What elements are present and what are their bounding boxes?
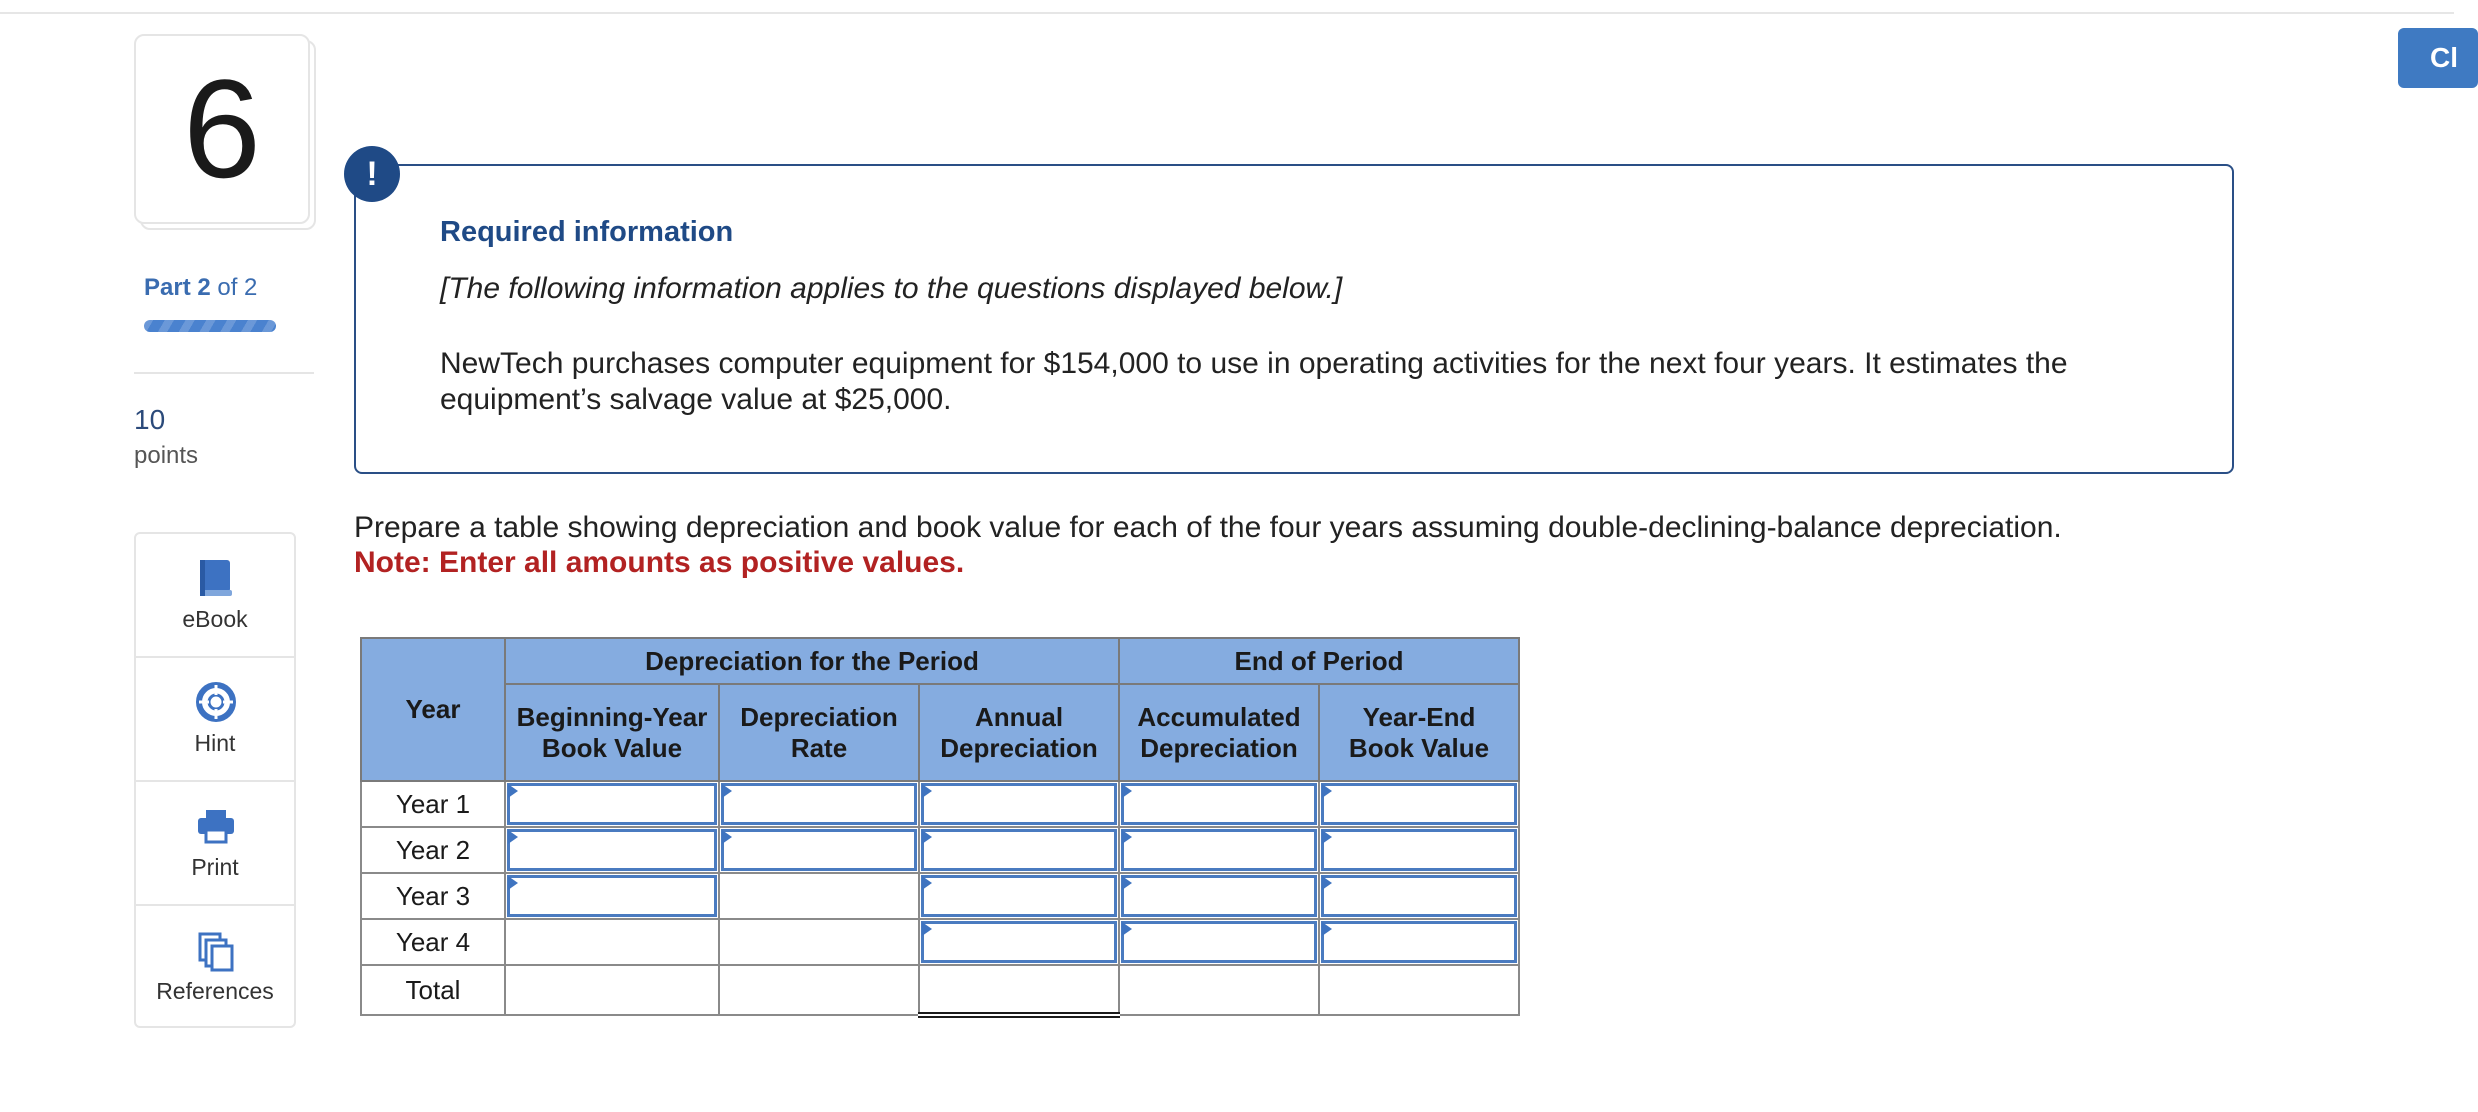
documents-icon	[196, 930, 236, 972]
amount-input[interactable]	[1121, 921, 1317, 963]
table-cell[interactable]	[919, 827, 1119, 873]
table-cell	[719, 873, 919, 919]
table-cell[interactable]	[1119, 919, 1319, 965]
part-total: of 2	[210, 274, 258, 301]
amount-input[interactable]	[1321, 829, 1517, 871]
amount-input[interactable]	[1321, 921, 1517, 963]
question-prompt: Prepare a table showing depreciation and book value for each of the four years assuming double-declining-balance depreciation.	[354, 511, 2062, 544]
table-row	[361, 919, 1519, 965]
table-cell[interactable]	[1319, 781, 1519, 827]
points-value: 10	[134, 404, 166, 435]
column-header-line: Annual	[974, 701, 1064, 732]
table-cell	[505, 919, 719, 965]
column-header	[1119, 684, 1319, 781]
table-row	[361, 873, 1519, 919]
table-cell[interactable]	[1119, 827, 1319, 873]
book-icon	[196, 558, 236, 600]
row-label: Year 4	[361, 919, 505, 965]
depreciation-table	[360, 637, 1520, 1018]
depreciation-period-header: Depreciation for the Period	[505, 638, 1119, 684]
row-label: Year 3	[361, 873, 505, 919]
required-info-box	[354, 164, 2234, 474]
amount-input[interactable]	[507, 875, 717, 917]
table-cell	[1319, 965, 1519, 1015]
column-header-line: Year-End	[1362, 701, 1476, 732]
amount-input[interactable]	[921, 829, 1117, 871]
table-cell[interactable]	[719, 827, 919, 873]
table-row	[361, 965, 1519, 1015]
table-cell[interactable]	[1319, 873, 1519, 919]
table-cell[interactable]	[1319, 919, 1519, 965]
table-cell[interactable]	[505, 827, 719, 873]
part-current: Part 2	[144, 274, 211, 301]
hint-label: Hint	[194, 730, 236, 756]
column-header	[919, 684, 1119, 781]
amount-input[interactable]	[507, 829, 717, 871]
table-cell[interactable]	[505, 873, 719, 919]
amount-input[interactable]	[1121, 875, 1317, 917]
question-note: Note: Enter all amounts as positive values.	[354, 546, 965, 579]
table-cell	[719, 965, 919, 1015]
row-label: Total	[361, 965, 505, 1015]
amount-input[interactable]	[721, 783, 917, 825]
table-cell[interactable]	[719, 781, 919, 827]
alert-icon: !	[344, 146, 400, 202]
table-cell[interactable]	[919, 873, 1119, 919]
table-cell	[719, 919, 919, 965]
table-cell[interactable]	[919, 919, 1119, 965]
table-cell[interactable]	[1319, 827, 1519, 873]
column-header-line: Rate	[790, 732, 848, 763]
column-header-line: Book Value	[541, 732, 683, 763]
table-cell[interactable]	[1119, 781, 1319, 827]
part-progress-bar	[144, 320, 276, 332]
table-row	[361, 827, 1519, 873]
amount-input[interactable]	[507, 783, 717, 825]
amount-input[interactable]	[1121, 783, 1317, 825]
year-header: Year	[361, 638, 505, 781]
column-header-line: Depreciation	[1140, 732, 1298, 763]
amount-input[interactable]	[721, 829, 917, 871]
print-label: Print	[191, 854, 239, 880]
column-header-line: Depreciation	[940, 732, 1098, 763]
tools-panel	[134, 532, 296, 1028]
table-cell[interactable]	[1119, 873, 1319, 919]
required-info-body: NewTech purchases computer equipment for $154,000 to use in operating activities for the next four years. It estimates the equipment’s salvage value at $25,000.	[440, 347, 2068, 416]
table-row	[361, 781, 1519, 827]
required-info-title: Required information	[440, 216, 734, 248]
column-header	[1319, 684, 1519, 781]
amount-input[interactable]	[1321, 875, 1517, 917]
column-header-line: Depreciation	[740, 701, 898, 732]
table-cell	[1119, 965, 1319, 1015]
points-label: points	[134, 442, 199, 469]
table-cell	[505, 965, 719, 1015]
column-header-line: Book Value	[1348, 732, 1490, 763]
amount-input[interactable]	[1321, 783, 1517, 825]
required-info-note: [The following information applies to the questions displayed below.]	[440, 272, 1343, 305]
sidebar-divider	[134, 372, 314, 374]
table-cell	[919, 965, 1119, 1015]
row-label: Year 2	[361, 827, 505, 873]
table-cell[interactable]	[919, 781, 1119, 827]
amount-input[interactable]	[921, 783, 1117, 825]
column-header-line: Accumulated	[1137, 701, 1301, 732]
part-indicator	[144, 274, 257, 302]
references-button[interactable]	[136, 906, 294, 1030]
ebook-label: eBook	[182, 606, 248, 632]
ebook-button[interactable]	[136, 534, 294, 658]
column-header	[505, 684, 719, 781]
end-of-period-header: End of Period	[1119, 638, 1519, 684]
top-divider	[0, 12, 2454, 14]
check-my-work-button[interactable]: Cl	[2398, 28, 2478, 88]
amount-input[interactable]	[921, 875, 1117, 917]
column-header	[719, 684, 919, 781]
question-number-card	[134, 34, 310, 224]
question-number: 6	[183, 50, 261, 207]
references-label: References	[156, 978, 274, 1004]
hint-button[interactable]	[136, 658, 294, 782]
column-header-line: Beginning-Year	[516, 701, 708, 732]
amount-input[interactable]	[921, 921, 1117, 963]
table-cell[interactable]	[505, 781, 719, 827]
printer-icon	[196, 806, 236, 848]
lifebuoy-icon	[196, 682, 236, 724]
row-label: Year 1	[361, 781, 505, 827]
print-button[interactable]	[136, 782, 294, 906]
amount-input[interactable]	[1121, 829, 1317, 871]
